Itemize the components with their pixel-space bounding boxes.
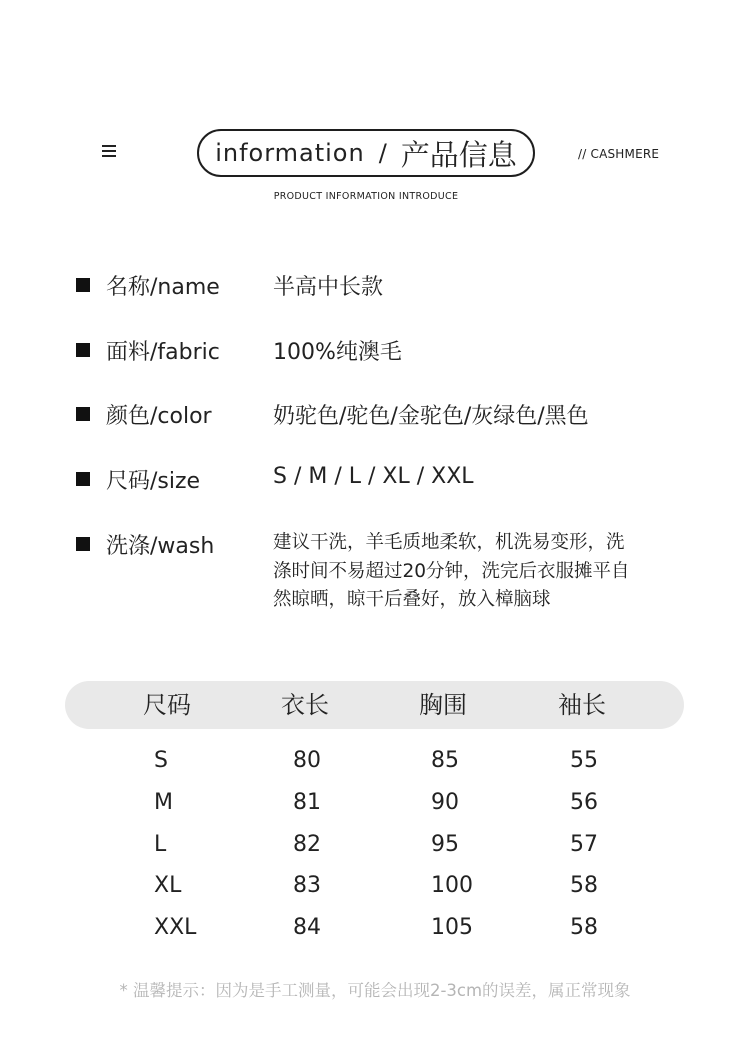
title-pill — [197, 129, 535, 177]
cell-size: XL — [154, 873, 182, 898]
info-label: 洗涤/wash — [106, 534, 215, 559]
cell-size: S — [154, 748, 168, 773]
cell-sleeve: 58 — [570, 915, 598, 940]
cell-chest: 105 — [431, 915, 473, 940]
cell-length: 82 — [293, 832, 321, 857]
cell-length: 81 — [293, 790, 321, 815]
info-label: 面料/fabric — [106, 340, 220, 365]
cell-size: L — [154, 832, 167, 857]
table-row — [0, 790, 750, 826]
table-row — [0, 832, 750, 868]
title-separator: / — [378, 139, 387, 167]
cell-chest: 95 — [431, 832, 459, 857]
square-bullet-icon — [76, 537, 90, 551]
info-row-color — [76, 395, 696, 435]
header-sleeve: 袖长 — [558, 691, 606, 719]
cell-length: 80 — [293, 748, 321, 773]
table-row — [0, 873, 750, 909]
cell-chest: 90 — [431, 790, 459, 815]
cell-sleeve: 56 — [570, 790, 598, 815]
info-label: 颜色/color — [106, 404, 212, 429]
cell-size: M — [154, 790, 173, 815]
hamburger-menu-icon — [102, 145, 117, 160]
cell-chest: 85 — [431, 748, 459, 773]
info-label: 名称/name — [106, 275, 220, 300]
info-value: 100%纯澳毛 — [273, 340, 402, 365]
info-value: 奶驼色/驼色/金驼色/灰绿色/黑色 — [273, 404, 589, 429]
info-row-name — [76, 266, 696, 306]
cell-size: XXL — [154, 915, 197, 940]
table-row — [0, 915, 750, 951]
cell-chest: 100 — [431, 873, 473, 898]
wash-instructions: 建议干洗，羊毛质地柔软，机洗易变形，洗 涤时间不易超过20分钟，洗完后衣服摊平自 然晾晒，晾干后叠好，放入樟脑球 — [273, 532, 630, 610]
brand-tag: // CASHMERE — [578, 147, 660, 161]
info-row-fabric — [76, 331, 696, 371]
measurement-footnote: * 温馨提示：因为是手工测量，可能会出现2-3cm的误差，属正常现象 — [119, 981, 631, 1000]
info-row-wash — [76, 525, 696, 625]
size-table-header — [65, 681, 684, 729]
cell-length: 83 — [293, 873, 321, 898]
cell-length: 84 — [293, 915, 321, 940]
table-row — [0, 748, 750, 784]
title-chinese: 产品信息 — [400, 137, 517, 172]
square-bullet-icon — [76, 278, 90, 292]
title-english: information — [215, 139, 365, 167]
info-value: 半高中长款 — [273, 275, 384, 300]
info-row-size — [76, 460, 696, 500]
header-length: 衣长 — [281, 691, 329, 719]
square-bullet-icon — [76, 472, 90, 486]
info-value: S / M / L / XL / XXL — [273, 464, 474, 489]
page-subtitle: PRODUCT INFORMATION INTRODUCE — [273, 191, 459, 202]
square-bullet-icon — [76, 407, 90, 421]
header-size: 尺码 — [143, 691, 191, 719]
cell-sleeve: 57 — [570, 832, 598, 857]
header-chest: 胸围 — [419, 691, 467, 719]
cell-sleeve: 58 — [570, 873, 598, 898]
cell-sleeve: 55 — [570, 748, 598, 773]
info-label: 尺码/size — [106, 469, 201, 494]
square-bullet-icon — [76, 343, 90, 357]
